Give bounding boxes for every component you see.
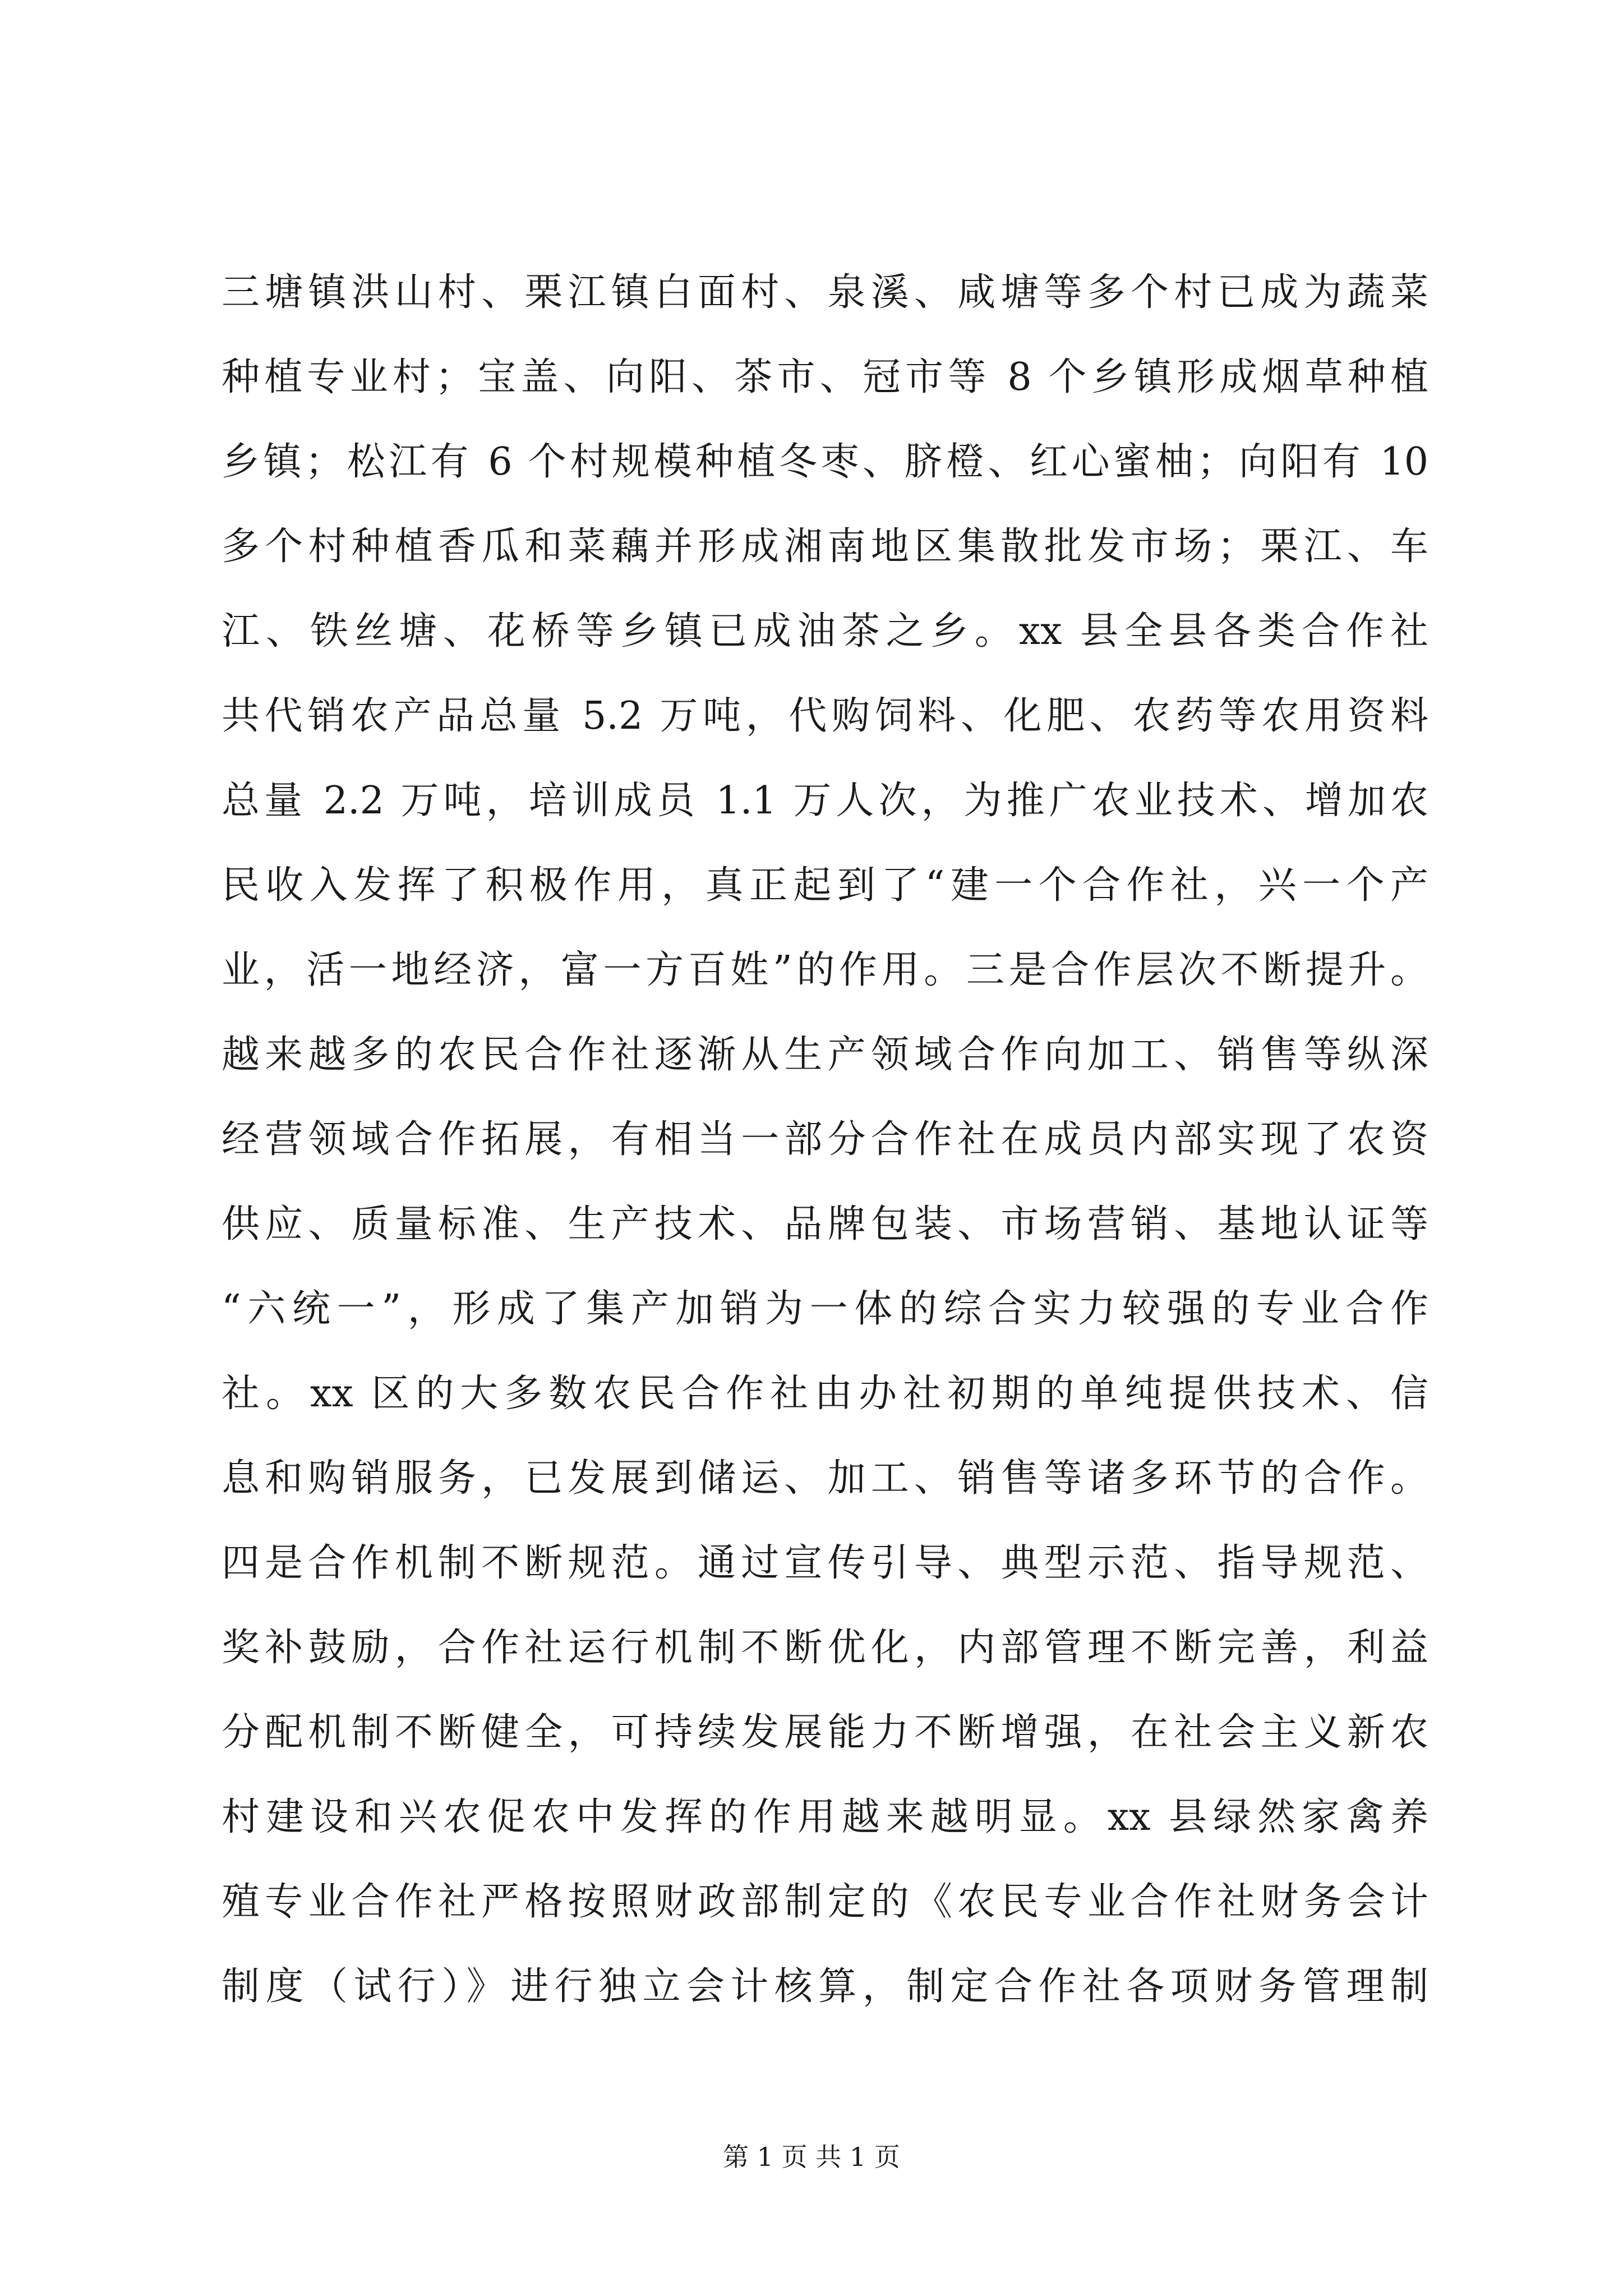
document-body xyxy=(222,250,1428,2029)
text-line: 村建设和兴农促农中发挥的作用越来越明显。xx 县绿然家禽养 xyxy=(222,1795,1428,1839)
text-line: 江、铁丝塘、花桥等乡镇已成油茶之乡。xx 县全县各类合作社 xyxy=(222,609,1428,654)
text-line: 四是合作机制不断规范。通过宣传引导、典型示范、指导规范、 xyxy=(222,1541,1428,1585)
text-line: 多个村种植香瓜和菜藕并形成湘南地区集散批发市场；栗江、车 xyxy=(222,524,1428,569)
text-line: 制度（试行）》进行独立会计核算，制定合作社各项财务管理制 xyxy=(222,1964,1428,2009)
text-line: 民收入发挥了积极作用，真正起到了“建一个合作社，兴一个产 xyxy=(222,863,1428,908)
text-line: 供应、质量标准、生产技术、品牌包装、市场营销、基地认证等 xyxy=(222,1202,1428,1246)
text-line: 乡镇；松江有 6 个村规模种植冬枣、脐橙、红心蜜柚；向阳有 10 xyxy=(222,440,1428,484)
text-line: 越来越多的农民合作社逐渐从生产领域合作向加工、销售等纵深 xyxy=(222,1033,1428,1077)
text-line: 社。xx 区的大多数农民合作社由办社初期的单纯提供技术、信 xyxy=(222,1372,1428,1416)
text-line: 总量 2.2 万吨，培训成员 1.1 万人次，为推广农业技术、增加农 xyxy=(222,779,1428,823)
text-line: 分配机制不断健全，可持续发展能力不断增强，在社会主义新农 xyxy=(222,1710,1428,1755)
text-line: 奖补鼓励，合作社运行机制不断优化，内部管理不断完善，利益 xyxy=(222,1626,1428,1670)
text-line: 种植专业村；宝盖、向阳、茶市、冠市等 8 个乡镇形成烟草种植 xyxy=(222,355,1428,399)
text-line: 共代销农产品总量 5.2 万吨，代购饲料、化肥、农药等农用资料 xyxy=(222,694,1428,738)
text-line: 息和购销服务，已发展到储运、加工、销售等诸多环节的合作。 xyxy=(222,1456,1428,1501)
text-line: 殖专业合作社严格按照财政部制定的《农民专业合作社财务会计 xyxy=(222,1880,1428,1924)
text-line: 三塘镇洪山村、栗江镇白面村、泉溪、咸塘等多个村已成为蔬菜 xyxy=(222,270,1428,315)
page-number-footer: 第 1 页 共 1 页 xyxy=(723,2142,900,2172)
text-line: “六统一”，形成了集产加销为一体的综合实力较强的专业合作 xyxy=(222,1287,1428,1331)
text-line: 业，活一地经济，富一方百姓”的作用。三是合作层次不断提升。 xyxy=(222,948,1428,992)
text-line: 经营领域合作拓展，有相当一部分合作社在成员内部实现了农资 xyxy=(222,1117,1428,1162)
